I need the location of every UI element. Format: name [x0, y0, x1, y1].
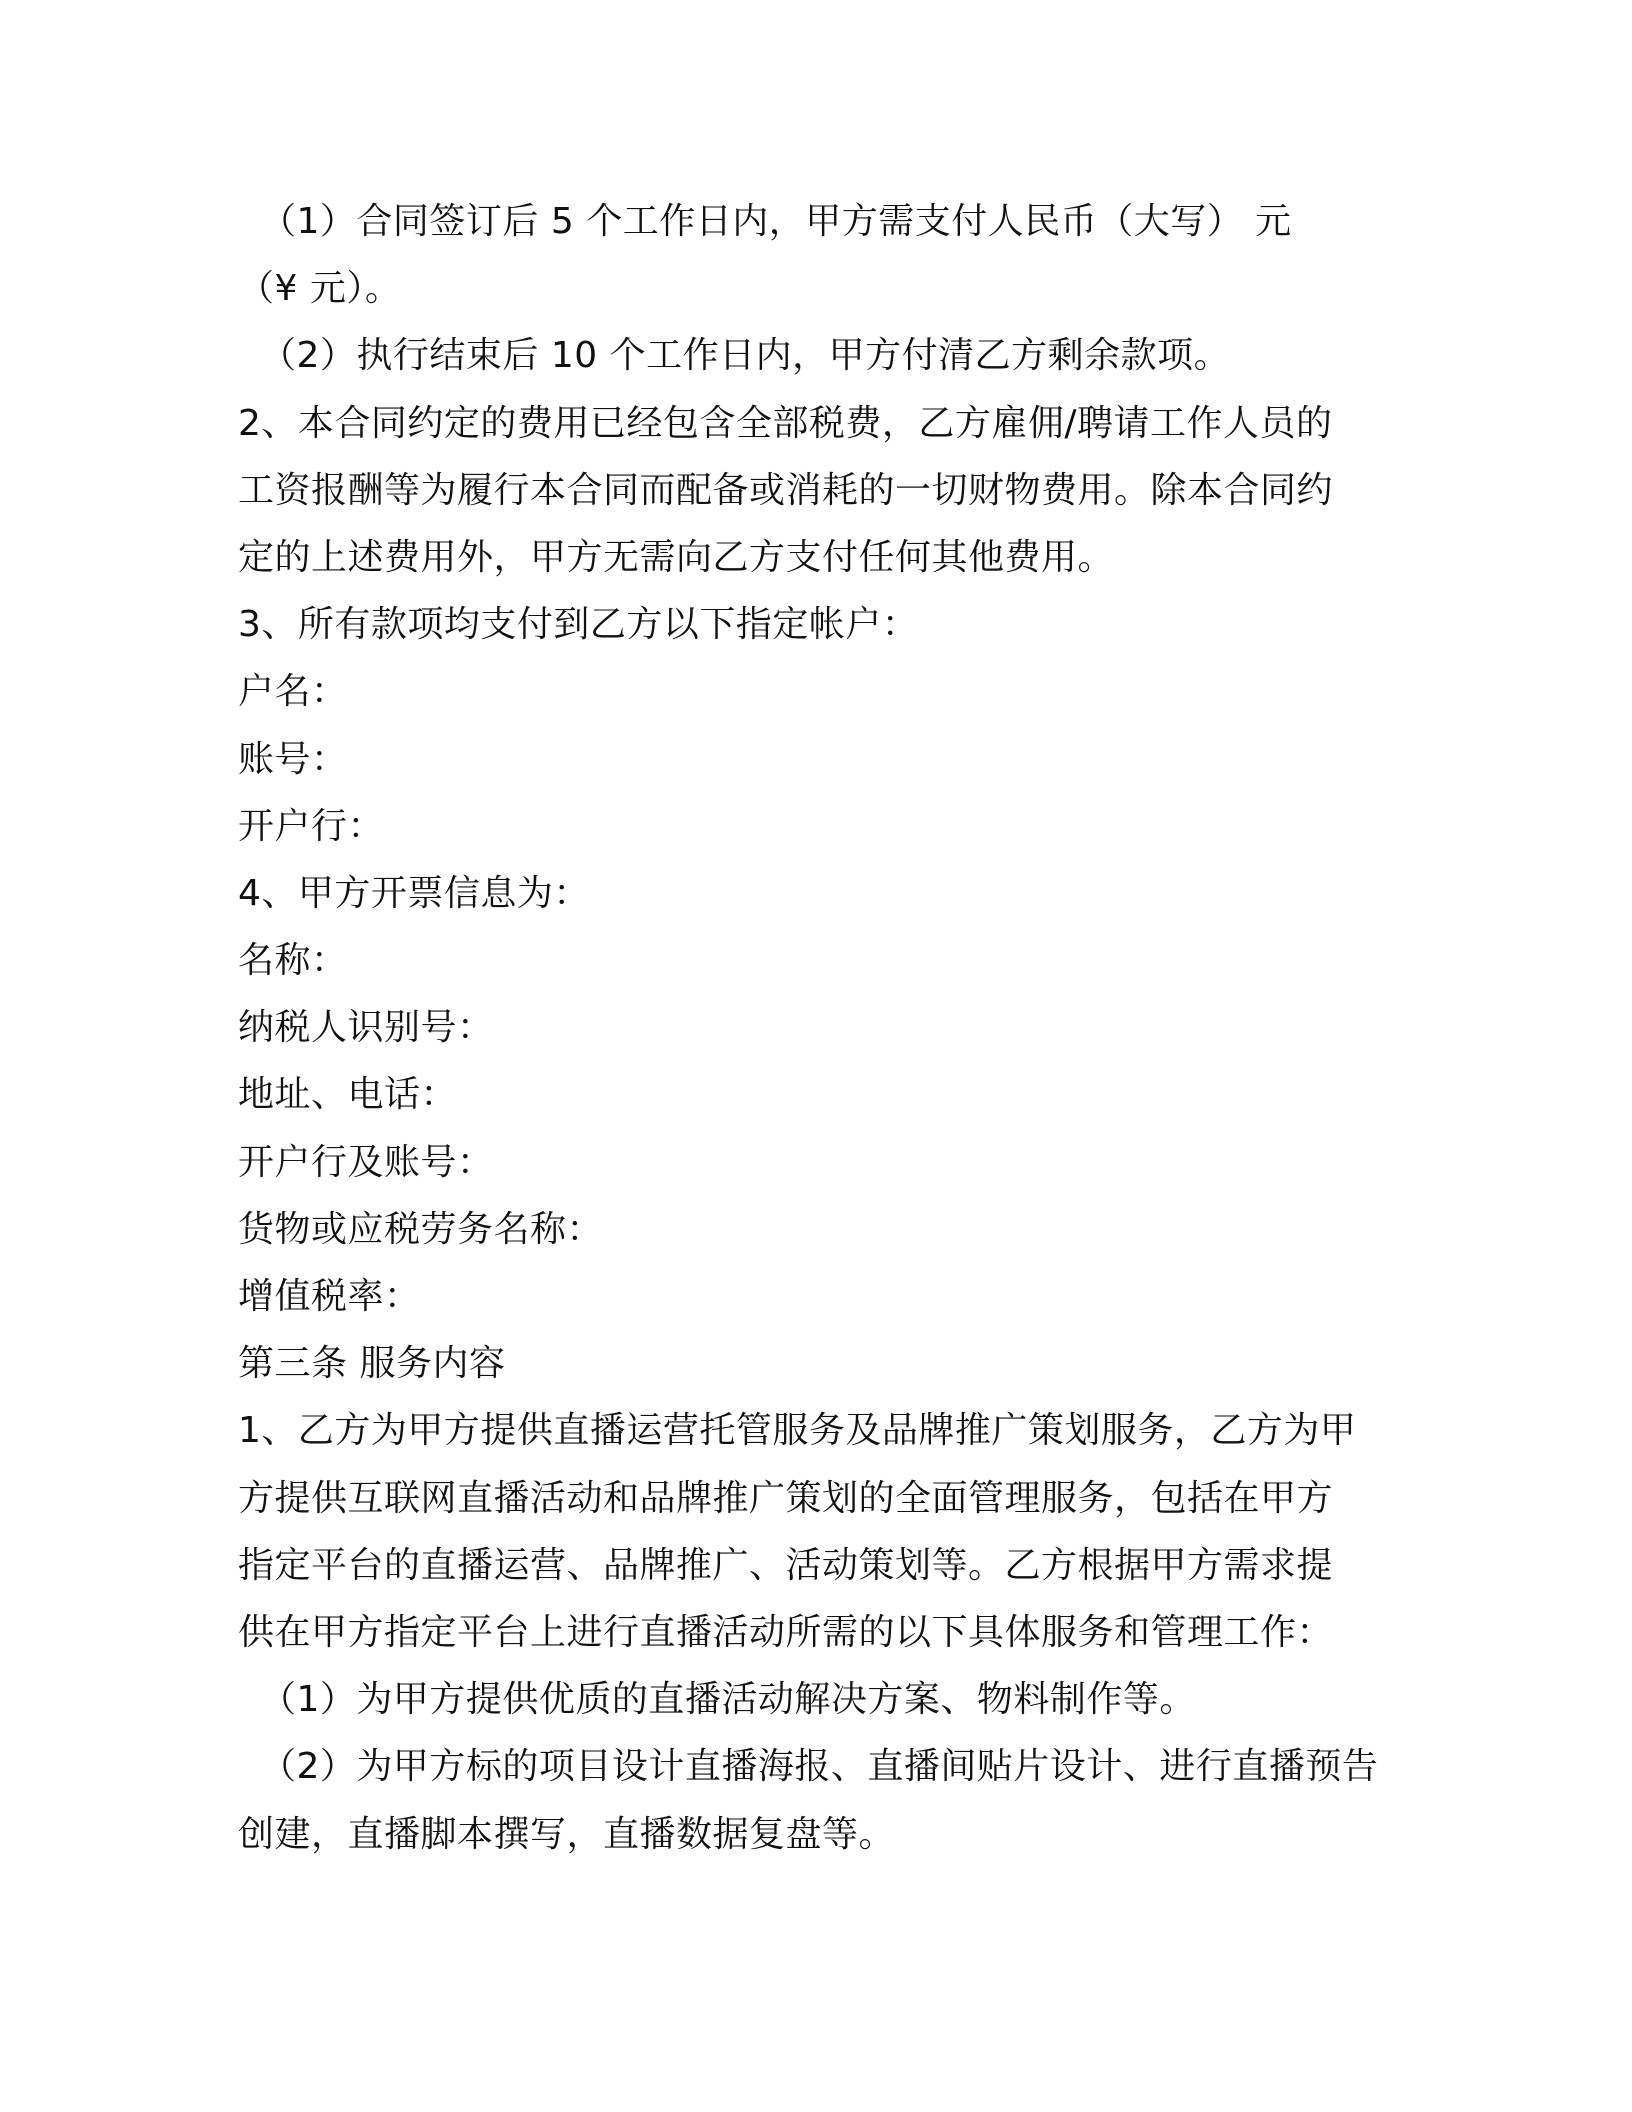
document-body: [238, 188, 1398, 1868]
service-clause-line-1: 1、乙方为甲方提供直播运营托管服务及品牌推广策划服务，乙方为甲: [238, 1410, 1357, 1452]
account-name-label: 户名：: [238, 671, 348, 713]
invoice-taxpayer-id-label: 纳税人识别号：: [238, 1007, 494, 1049]
invoice-bank-account-label: 开户行及账号：: [238, 1141, 494, 1183]
service-clause-line-4: 供在甲方指定平台上进行直播活动所需的以下具体服务和管理工作：: [238, 1611, 1334, 1653]
account-number-label: 账号：: [238, 738, 348, 780]
payment-clause-2: （2）执行结束后 10 个工作日内，甲方付清乙方剩余款项。: [260, 335, 1231, 377]
invoice-address-phone-label: 地址、电话：: [238, 1074, 458, 1116]
fee-clause-line-3: 定的上述费用外，甲方无需向乙方支付任何其他费用。: [238, 536, 1115, 578]
fee-clause-line-2: 工资报酬等为履行本合同而配备或消耗的一切财物费用。除本合同约: [238, 469, 1334, 511]
invoice-vat-rate-label: 增值税率：: [238, 1276, 421, 1317]
payment-clause-1-amount: （¥ 元）。: [238, 268, 402, 310]
service-item-2-continued: 创建，直播脚本撰写，直播数据复盘等。: [238, 1813, 896, 1855]
account-clause-heading: 3、所有款项均支付到乙方以下指定帐户：: [238, 604, 919, 646]
service-item-1: （1）为甲方提供优质的直播活动解决方案、物料制作等。: [260, 1679, 1196, 1721]
payment-clause-1: （1）合同签订后 5 个工作日内，甲方需支付人民币（大写） 元: [260, 201, 1292, 242]
account-bank-label: 开户行：: [238, 805, 385, 847]
article-3-heading: 第三条 服务内容: [238, 1343, 506, 1385]
invoice-goods-label: 货物或应税劳务名称：: [238, 1208, 604, 1250]
service-item-2: （2）为甲方标的项目设计直播海报、直播间贴片设计、进行直播预告: [260, 1746, 1379, 1788]
invoice-clause-heading: 4、甲方开票信息为：: [238, 872, 590, 914]
service-clause-line-3: 指定平台的直播运营、品牌推广、活动策划等。乙方根据甲方需求提: [238, 1544, 1334, 1586]
service-clause-line-2: 方提供互联网直播活动和品牌推广策划的全面管理服务，包括在甲方: [238, 1477, 1334, 1519]
invoice-name-label: 名称：: [238, 940, 348, 982]
fee-clause-line-1: 2、本合同约定的费用已经包含全部税费，乙方雇佣/聘请工作人员的: [238, 402, 1333, 444]
